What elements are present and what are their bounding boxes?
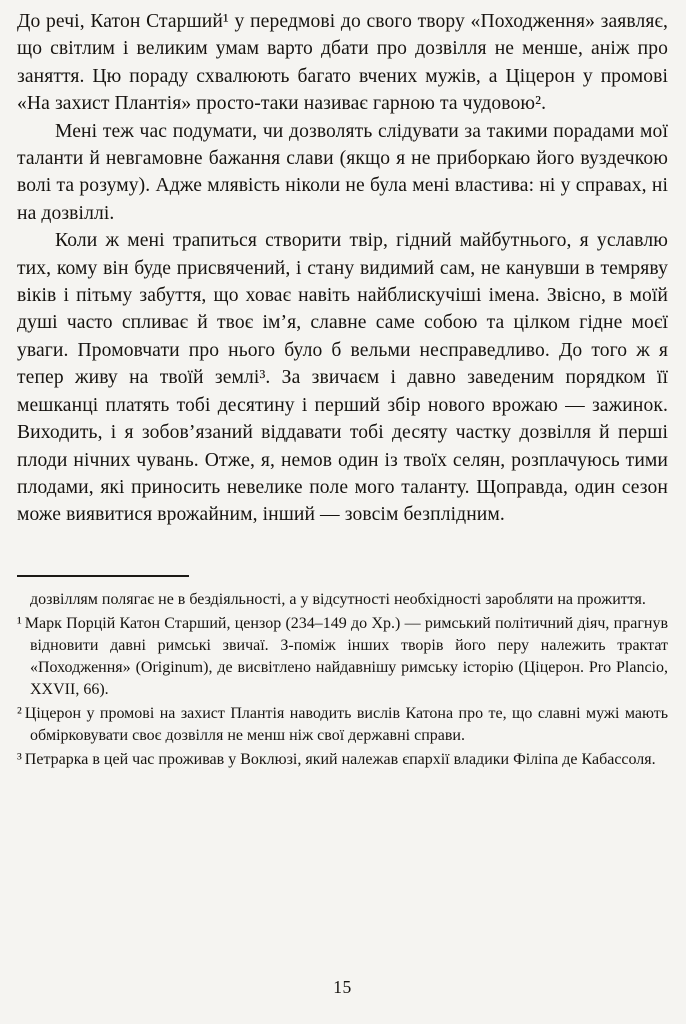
main-text [17, 8, 668, 529]
footnotes-section [17, 589, 668, 773]
paragraph-1: До речі, Катон Старший¹ у передмові до свого твору «Походження» заявляє, що світлим і великим умам варто дбати про дозвілля не менше, аніж про заняття. Цю пораду схвалюють багато вчених мужів, а Ціцерон у промові «На захист Плантія» просто-таки називає гарною та чудовою². [17, 11, 668, 115]
footnote-2-marker: ² [17, 704, 22, 722]
footnote-separator [17, 575, 189, 577]
footnote-1-marker: ¹ [17, 614, 22, 632]
footnote-3 [17, 749, 668, 771]
footnote-1 [17, 613, 668, 701]
page-number: 15 [333, 977, 352, 997]
footnote-2-text: Ціцерон у промові на захист Плантія наводить вислів Катона про те, що славні мужі мають обмірковувати своє дозвілля не менш ніж свої державні справи. [24, 704, 668, 744]
footnote-1-text: Марк Порцій Катон Старший, цензор (234–149 до Хр.) — римський політичний діяч, прагнув відновити давні римські звичаї. З-поміж інших творів його перу належить трактат «Походження» (Originum), де висвітлено найдавнішу римську історію (Ціцерон. Pro Plancio, XXVII, 66). [24, 614, 668, 698]
footnote-continuation: дозвіллям полягає не в бездіяльності, а у відсутності необхідності заробляти на прожиття. [30, 590, 646, 608]
footnote-3-text: Петрарка в цей час проживав у Воклюзі, який належав єпархії владики Філіпа де Кабассоля. [24, 750, 656, 768]
footnote-3-marker: ³ [17, 750, 22, 768]
paragraph-2: Мені теж час подумати, чи дозволять слідувати за такими порадами мої таланти й невгамовне бажання слави (якщо я не приборкаю його вуздечкою волі та розуму). Адже млявість ніколи не була мені властива: ні у справах, ні на дозвіллі. [17, 120, 668, 224]
paragraph-3: Коли ж мені трапиться створити твір, гідний майбутнього, я уславлю тих, кому він буде присвячений, і стану видимий сам, не канувши в темряву віків і пітьму забуття, що ховає навіть найблискучіші імена. Звісно, в моїй душі часто спливає й твоє ім’я, славне саме собою та цілком гідне моєї уваги. Промовчати про нього було б вельми несправедливо. До того ж я тепер живу на твоїй землі³. За звичаєм і давно заведеним порядком її мешканці платять тобі десятину і перший збір нового врожаю — зажинок. Виходить, і я зобов’язаний віддавати тобі десяту частку дозвілля й перші плоди нічних чувань. Отже, я, немов один із твоїх селян, розплачуюсь тими плодами, які приносить невелике поле мого таланту. Щоправда, один сезон може виявитися врожайним, інший — зовсім безплідним. [17, 230, 668, 526]
footnote-2 [17, 703, 668, 747]
